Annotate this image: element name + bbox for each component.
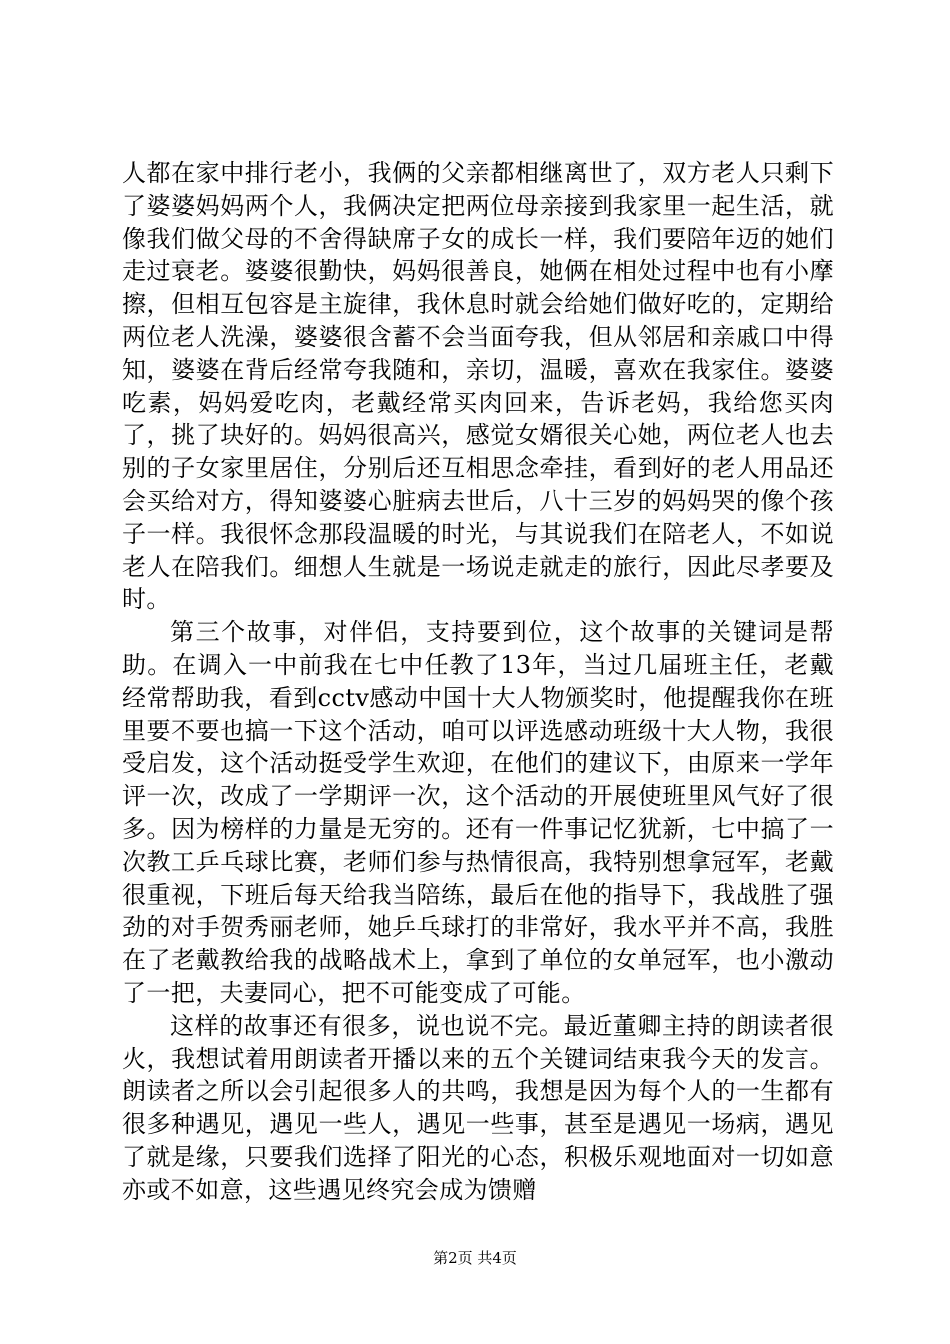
paragraph-3: 这样的故事还有很多，说也说不完。最近董卿主持的朗读者很火，我想试着用朗读者开播以来的五个关键词结束我今天的发言。朗读者之所以会引起很多人的共鸣，我想是因为每个人的一生都有很多种遇见，遇见一些人，遇见一些事，甚至是遇见一场病，遇见了就是缘，只要我们选择了阳光的心态，积极乐观地面对一切如意亦或不如意，这些遇见终究会成为馈赠 (122, 1011, 834, 1204)
paragraph-2: 第三个故事，对伴侣，支持要到位，这个故事的关键词是帮助。在调入一中前我在七中任教了13年，当过几届班主任，老戴经常帮助我，看到cctv感动中国十大人物颁奖时，他提醒我你在班里要不要也搞一下这个活动，咱可以评选感动班级十大人物，我很受启发，这个活动挺受学生欢迎，在他们的建议下，由原来一学年评一次，改成了一学期评一次，这个活动的开展使班里风气好了很多。因为榜样的力量是无穷的。还有一件事记忆犹新，七中搞了一次教工乒乓球比赛，老师们参与热情很高，我特别想拿冠军，老戴很重视，下班后每天给我当陪练，最后在他的指导下，我战胜了强劲的对手贺秀丽老师，她乒乓球打的非常好，我水平并不高，我胜在了老戴教给我的战略战术上，拿到了单位的女单冠军，也小激动了一把，夫妻同心，把不可能变成了可能。 (122, 618, 834, 1007)
paragraph-1: 人都在家中排行老小，我俩的父亲都相继离世了，双方老人只剩下了婆婆妈妈两个人，我俩决定把两位母亲接到我家里一起生活，就像我们做父母的不舍得缺席子女的成长一样，我们要陪年迈的她们走过衰老。婆婆很勤快，妈妈很善良，她俩在相处过程中也有小摩擦，但相互包容是主旋律，我休息时就会给她们做好吃的，定期给两位老人洗澡，婆婆很含蓄不会当面夸我，但从邻居和亲戚口中得知，婆婆在背后经常夸我随和，亲切，温暖，喜欢在我家住。婆婆吃素，妈妈爱吃肉，老戴经常买肉回来，告诉老妈，我给您买肉了，挑了块好的。妈妈很高兴，感觉女婿很关心她，两位老人也去别的子女家里居住，分别后还互相思念牵挂，看到好的老人用品还会买给对方，得知婆婆心脏病去世后，八十三岁的妈妈哭的像个孩子一样。我很怀念那段温暖的时光，与其说我们在陪老人，不如说老人在陪我们。细想人生就是一场说走就走的旅行，因此尽孝要及时。 (122, 159, 834, 614)
page-number-label: 第2页 共4页 (433, 1249, 517, 1267)
page-footer (0, 1248, 950, 1268)
body-text (122, 157, 834, 1207)
